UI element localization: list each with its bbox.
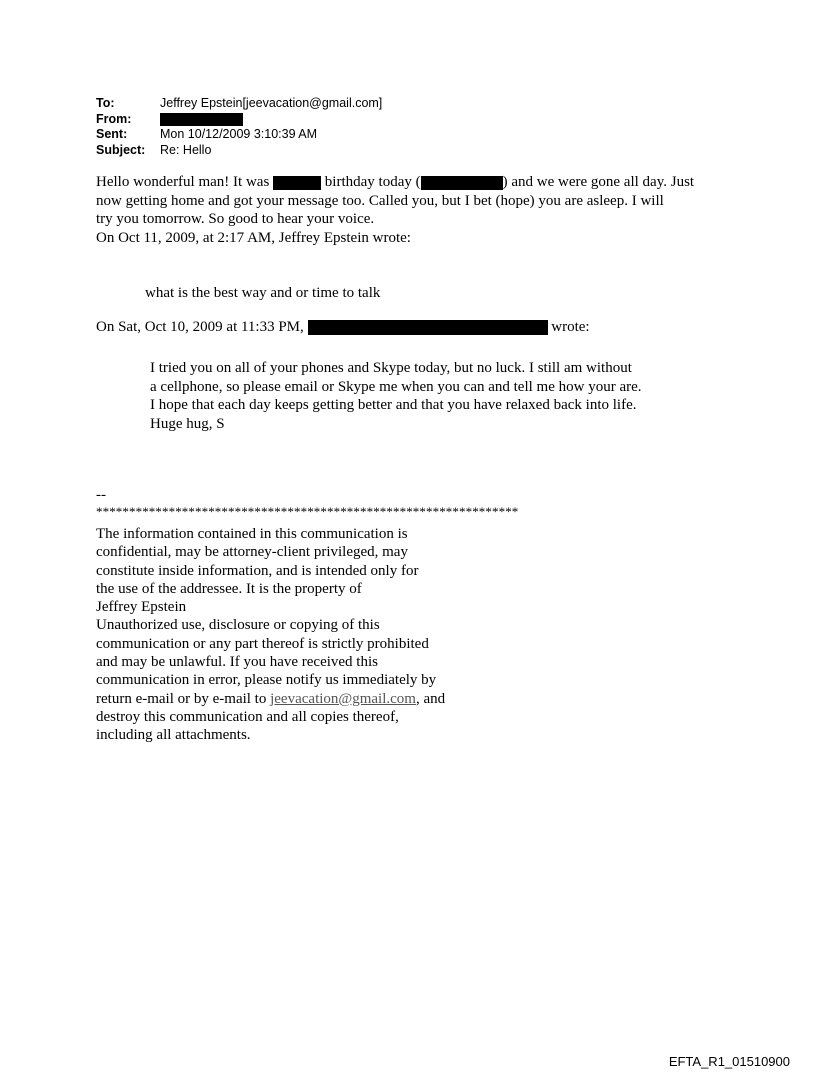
confidentiality-disclaimer xyxy=(96,525,445,745)
message-line-2: now getting home and got your message too. Called you, but I bet (hope) you are asleep. I will xyxy=(96,192,664,209)
disclaimer-text: return e-mail or by e-mail to xyxy=(96,690,267,707)
subject-row xyxy=(96,143,382,159)
disclaimer-line: and may be unlawful. If you have received this xyxy=(96,654,378,671)
sender-redaction xyxy=(308,320,548,335)
quote-line-3: I hope that each day keeps getting better and that you have relaxed back into life. xyxy=(150,397,637,413)
quoted-message-1: what is the best way and or time to talk xyxy=(145,285,381,301)
message-line-4: On Oct 11, 2009, at 2:17 AM, Jeffrey Epstein wrote: xyxy=(96,229,411,246)
document-id: EFTA_R1_01510900 xyxy=(668,1054,790,1069)
attribution-line xyxy=(96,318,590,337)
subject-label: Subject: xyxy=(96,142,146,157)
disclaimer-line: destroy this communication and all copies thereof, xyxy=(96,708,399,725)
sent-label: Sent: xyxy=(96,127,128,141)
disclaimer-line: the use of the addressee. It is the property of xyxy=(96,580,362,597)
message-body xyxy=(96,173,736,247)
disclaimer-line: communication or any part thereof is strictly prohibited xyxy=(96,635,429,652)
disclaimer-line: confidential, may be attorney-client privileged, may xyxy=(96,544,408,561)
quoted-message-2 xyxy=(150,359,642,433)
quote-line-1: I tried you on all of your phones and Skype today, but no luck. I still am without xyxy=(150,360,632,376)
from-label: From: xyxy=(96,111,132,126)
email-header xyxy=(96,96,382,158)
disclaimer-line: constitute inside information, and is intended only for xyxy=(96,562,419,579)
to-row xyxy=(96,96,382,112)
disclaimer-line: Jeffrey Epstein xyxy=(96,599,187,616)
disclaimer-text: , and xyxy=(415,690,446,707)
disclaimer-line: Unauthorized use, disclosure or copying of this xyxy=(96,617,380,634)
message-text: Hello wonderful man! It was xyxy=(96,174,270,190)
redaction xyxy=(421,176,503,190)
quote-line-2: a cellphone, so please email or Skype me when you can and tell me how your are. xyxy=(150,378,642,395)
from-redaction xyxy=(160,113,243,126)
disclaimer-line: including all attachments. xyxy=(96,727,251,744)
email-link[interactable]: jeevacation@gmail.com xyxy=(270,690,416,707)
message-text: birthday today ( xyxy=(324,174,421,190)
disclaimer-line: communication in error, please notify us immediately by xyxy=(96,672,437,689)
subject-value: Re: Hello xyxy=(160,142,212,157)
from-row xyxy=(96,112,382,128)
attribution-prefix: On Sat, Oct 10, 2009 at 11:33 PM, xyxy=(96,319,304,335)
disclaimer-line: The information contained in this communication is xyxy=(96,526,408,542)
message-text: ) and we were gone all day. Just xyxy=(502,174,695,190)
attribution-suffix: wrote: xyxy=(551,319,590,335)
redaction xyxy=(273,176,321,190)
sent-value: Mon 10/12/2009 3:10:39 AM xyxy=(160,127,318,141)
quote-line-4: Huge hug, S xyxy=(150,415,225,432)
message-line-3: try you tomorrow. So good to hear your voice. xyxy=(96,211,375,227)
sent-row xyxy=(96,127,382,143)
disclaimer-line xyxy=(96,690,445,708)
signature-dashes: -- xyxy=(96,487,106,503)
signature-stars: **************************************************************** xyxy=(96,504,519,519)
to-label: To: xyxy=(96,96,115,110)
to-value: Jeffrey Epstein[jeevacation@gmail.com] xyxy=(160,96,383,110)
message-line-1 xyxy=(96,173,736,192)
